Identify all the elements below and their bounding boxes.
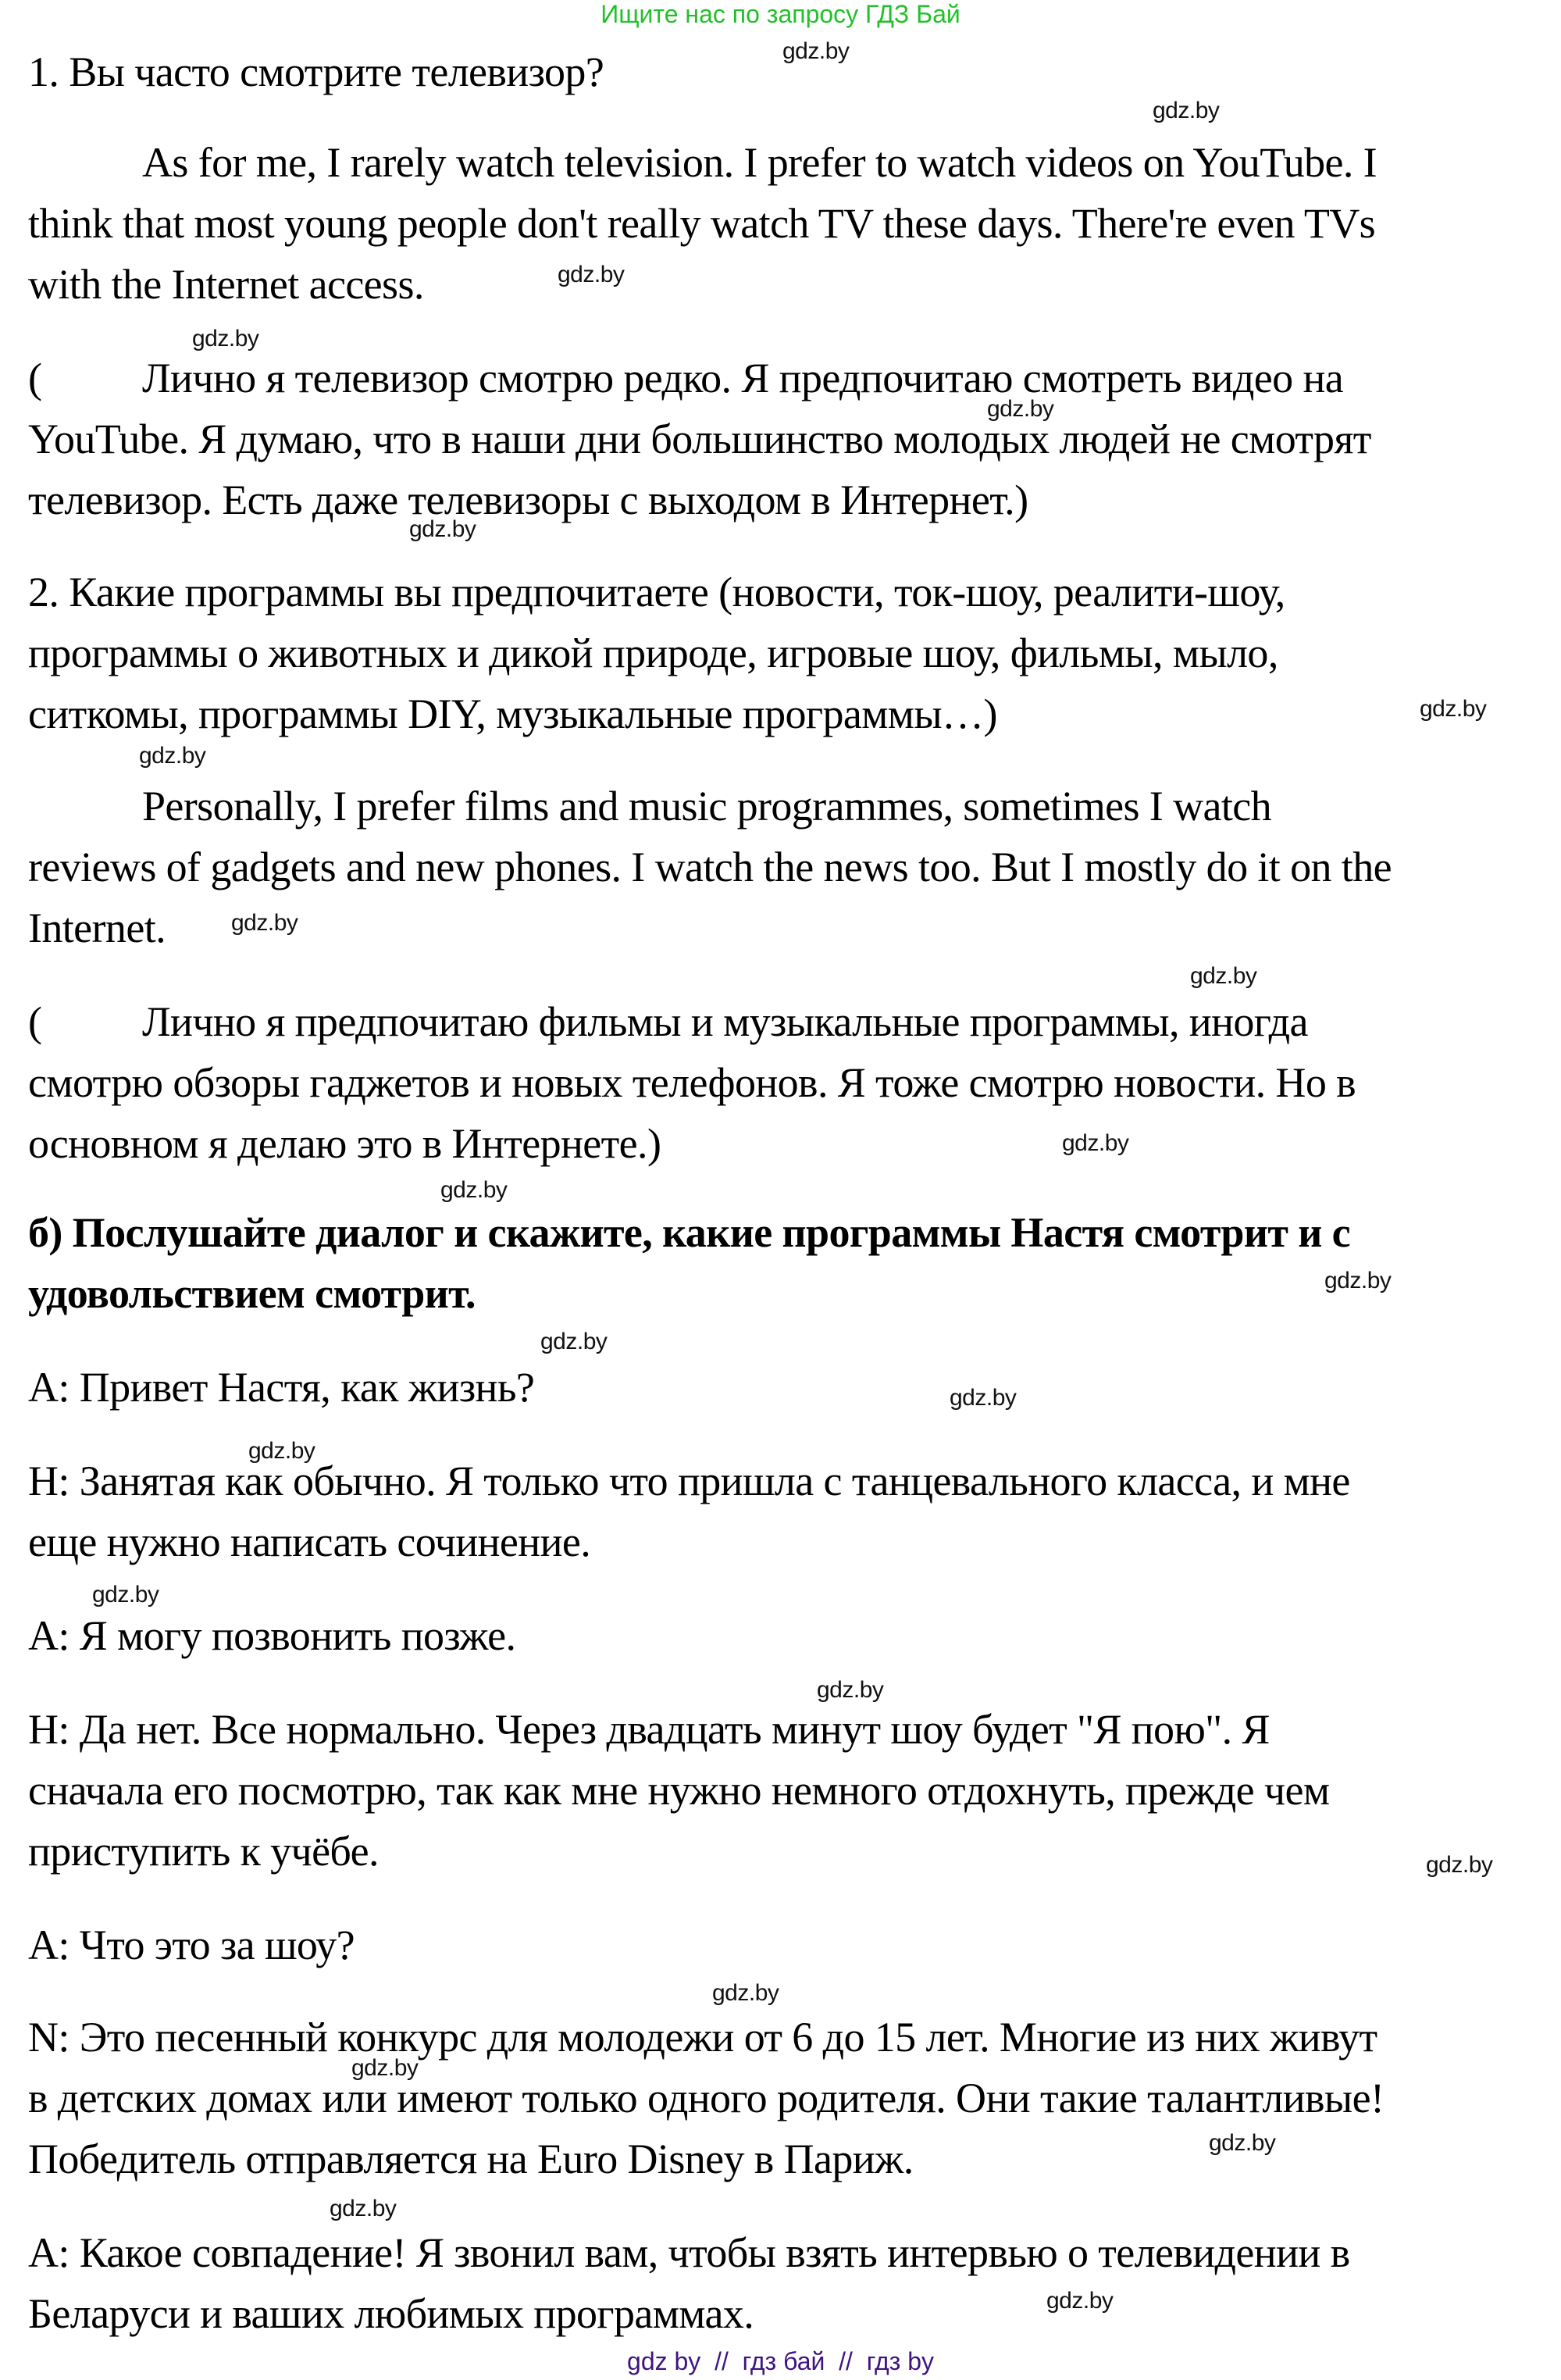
dialogue-line: A: Привет Настя, как жизнь? xyxy=(28,1364,535,1411)
watermark: gdz.by xyxy=(1153,98,1220,123)
task-b-instruction-line-1: б) Послушайте диалог и скажите, какие программы Настя смотрит и с xyxy=(28,1209,1350,1256)
watermark: gdz.by xyxy=(92,1582,159,1607)
dialogue-line: A: Я могу позвонить позже. xyxy=(28,1612,516,1659)
watermark: gdz.by xyxy=(782,38,850,64)
answer-1-ru-line-3: телевизор. Есть даже телевизоры с выходом в Интернет.) xyxy=(28,476,1028,523)
dialogue-line: A: Какое совпадение! Я звонил вам, чтобы взять интервью о телевидении в xyxy=(28,2229,1350,2276)
watermark: gdz.by xyxy=(139,743,206,769)
watermark: gdz.by xyxy=(1062,1130,1129,1156)
question-2-line-3: ситкомы, программы DIY, музыкальные программы…) xyxy=(28,690,997,737)
watermark: gdz.by xyxy=(192,326,259,351)
task-b-instruction-line-2: удовольствием смотрит. xyxy=(28,1270,476,1317)
dialogue-line: Н: Занятая как обычно. Я только что пришла с танцевального класса, и мне xyxy=(28,1458,1350,1504)
answer-1-en-line-1: As for me, I rarely watch television. I prefer to watch videos on YouTube. I xyxy=(142,139,1377,186)
dialogue-line: в детских домах или имеют только одного родителя. Они такие талантливые! xyxy=(28,2075,1385,2121)
answer-2-en-line-3: Internet. xyxy=(28,905,166,951)
watermark: gdz.by xyxy=(1046,2288,1114,2314)
dialogue-line: Н: Да нет. Все нормально. Через двадцать минут шоу будет "Я пою". Я xyxy=(28,1706,1270,1753)
answer-2-en-line-1: Personally, I prefer films and music programmes, sometimes I watch xyxy=(142,783,1272,830)
watermark: gdz.by xyxy=(950,1385,1017,1411)
watermark: gdz.by xyxy=(330,2196,397,2221)
watermark: gdz.by xyxy=(1426,1852,1493,1878)
dialogue-line: сначала его посмотрю, так как мне нужно немного отдохнуть, прежде чем xyxy=(28,1767,1330,1814)
question-1: 1. Вы часто смотрите телевизор? xyxy=(28,48,604,95)
watermark: gdz.by xyxy=(1209,2130,1276,2156)
dialogue-line: N: Это песенный конкурс для молодежи от 6 до 15 лет. Многие из них живут xyxy=(28,2014,1377,2061)
watermark: gdz.by xyxy=(540,1329,608,1354)
watermark: gdz.by xyxy=(231,910,298,936)
dialogue-line: Победитель отправляется на Euro Disney в Париж. xyxy=(28,2136,914,2182)
dialogue-line: приступить к учёбе. xyxy=(28,1828,379,1875)
answer-1-ru-line-1: Лично я телевизор смотрю редко. Я предпочитаю смотреть видео на xyxy=(142,355,1344,401)
answer-2-en-line-2: reviews of gadgets and new phones. I watch the news too. But I mostly do it on the xyxy=(28,844,1392,890)
footer-site-banner[interactable]: gdz by // гдз бай // гдз by xyxy=(627,2347,934,2375)
dialogue-line: еще нужно написать сочинение. xyxy=(28,1518,591,1565)
dialogue-line: A: Что это за шоу? xyxy=(28,1921,355,1968)
watermark: gdz.by xyxy=(1324,1268,1392,1293)
answer-1-en-line-3: with the Internet access. xyxy=(28,261,424,308)
dialogue-line: Беларуси и ваших любимых программах. xyxy=(28,2290,754,2337)
answer-2-ru-line-3: основном я делаю это в Интернете.) xyxy=(28,1120,661,1167)
answer-2-ru-line-1: Лично я предпочитаю фильмы и музыкальные программы, иногда xyxy=(142,998,1308,1045)
question-2-line-1: 2. Какие программы вы предпочитаете (новости, ток-шоу, реалити-шоу, xyxy=(28,569,1285,616)
watermark: gdz.by xyxy=(409,516,476,542)
watermark: gdz.by xyxy=(558,262,625,287)
watermark: gdz.by xyxy=(1420,696,1487,722)
watermark: gdz.by xyxy=(712,1980,779,2006)
answer-1-ru-line-2: YouTube. Я думаю, что в наши дни большинство молодых людей не смотрят xyxy=(28,416,1371,462)
watermark: gdz.by xyxy=(987,396,1054,422)
answer-1-en-line-2: think that most young people don't really watch TV these days. There're even TVs xyxy=(28,200,1376,247)
watermark: gdz.by xyxy=(440,1177,508,1203)
header-search-banner[interactable]: Ищите нас по запросу ГДЗ Бай xyxy=(601,0,960,28)
watermark: gdz.by xyxy=(351,2055,419,2081)
question-2-line-2: программы о животных и дикой природе, игровые шоу, фильмы, мыло, xyxy=(28,630,1278,676)
watermark: gdz.by xyxy=(817,1677,884,1703)
answer-2-ru-line-2: смотрю обзоры гаджетов и новых телефонов. Я тоже смотрю новости. Но в xyxy=(28,1059,1356,1106)
watermark: gdz.by xyxy=(248,1438,315,1464)
watermark: gdz.by xyxy=(1190,963,1257,989)
answer-2-ru-open-paren: ( xyxy=(28,998,42,1045)
answer-1-ru-open-paren: ( xyxy=(28,355,42,401)
